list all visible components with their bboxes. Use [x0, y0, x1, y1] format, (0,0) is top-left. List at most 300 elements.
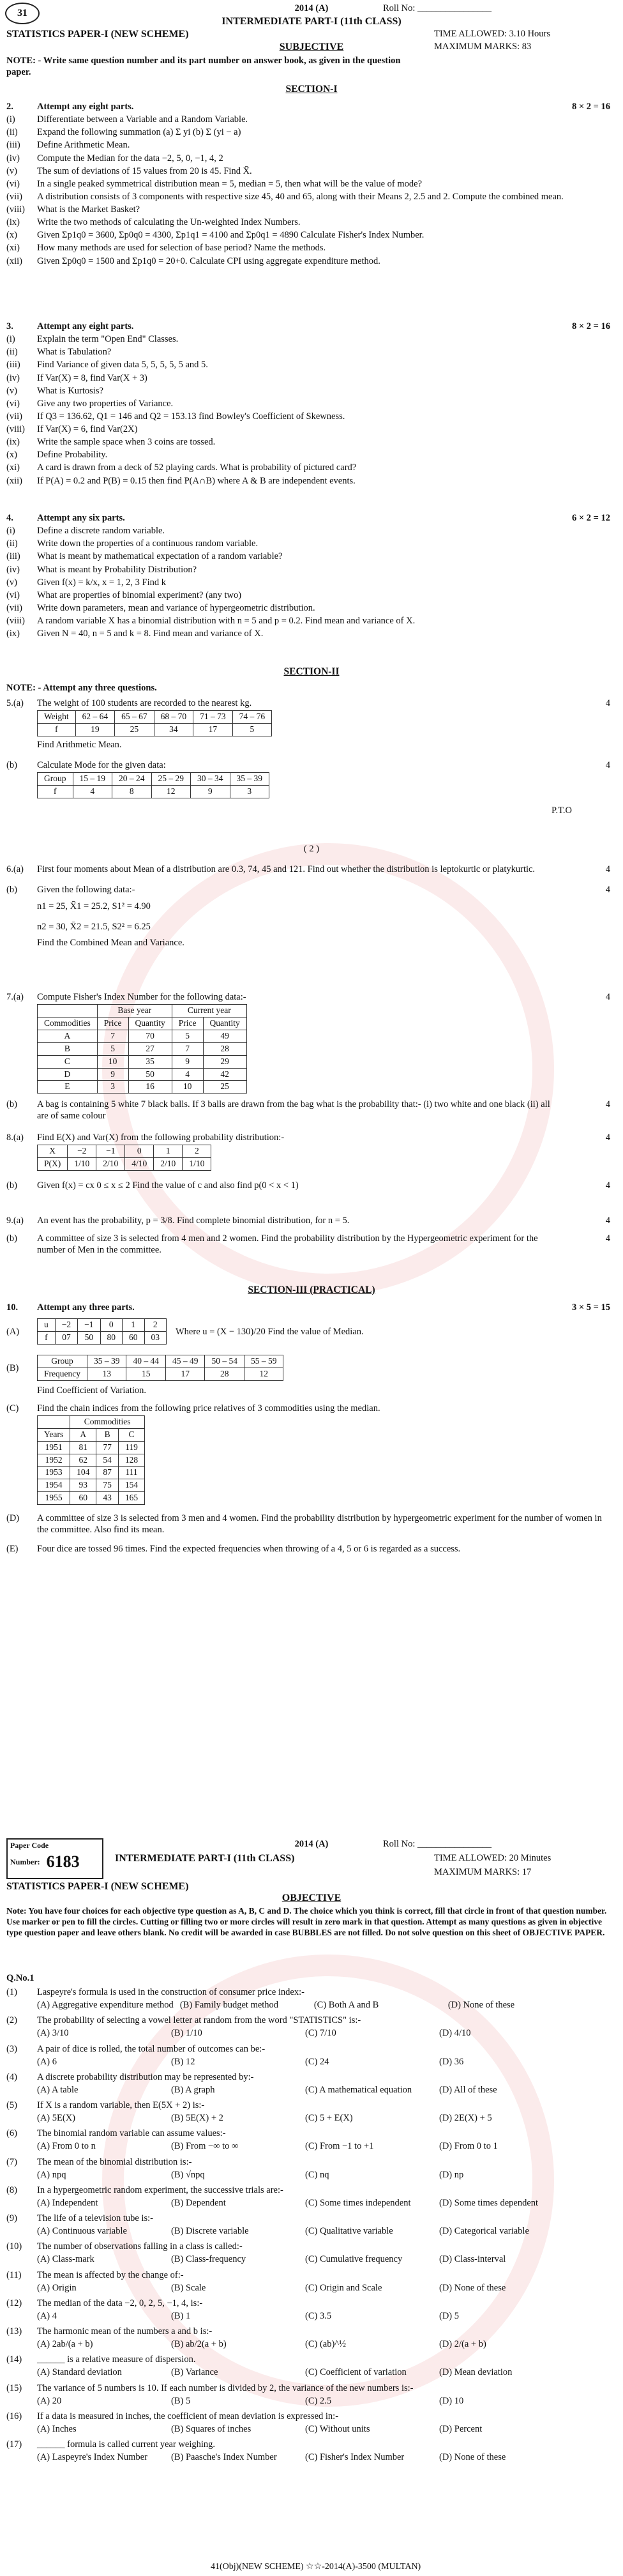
table-header-cell: 55 – 59 [244, 1355, 283, 1368]
mcq-option: (A) 6 [37, 2056, 57, 2067]
q6b-marks: 4 [605, 885, 610, 896]
q-number: (E) [6, 1544, 19, 1555]
table-header-cell: B [96, 1428, 119, 1441]
table-cell: 16 [128, 1081, 172, 1094]
table-cell: 25 [115, 724, 154, 736]
subject-line: STATISTICS PAPER-I (NEW SCHEME) [6, 29, 189, 40]
q7a-text: Compute Fisher's Index Number for the following data:- [37, 992, 246, 1002]
q6a-marks: 4 [605, 864, 610, 874]
mcq-text: ______ formula is called current year weighing. [37, 2439, 216, 2450]
q3-part [6, 436, 610, 448]
table-header-cell: 50 – 54 [205, 1355, 244, 1368]
part-text: What is meant by mathematical expectation of a random variable? [37, 551, 283, 562]
table-row [38, 1467, 145, 1479]
q-number: (A) [6, 1327, 20, 1338]
obj-roll-no: Roll No: ________________ [383, 1839, 492, 1849]
mcq-number: (8) [6, 2184, 17, 2195]
part-text: What is the Market Basket? [37, 204, 140, 215]
mcq-option: (D) 4/10 [439, 2028, 471, 2039]
q5b-table [37, 772, 269, 798]
q10a-text: Where u = (X − 130)/20 Find the value of Median. [176, 1327, 364, 1338]
part-text: If Var(X) = 8, find Var(X + 3) [37, 372, 147, 383]
mcq-text: ______ is a relative measure of dispersion. [37, 2354, 196, 2365]
q3-part [6, 449, 610, 461]
mcq-text: The life of a television tube is:- [37, 2213, 154, 2223]
obj-subject: STATISTICS PAPER-I (NEW SCHEME) [6, 1881, 189, 1892]
obj-title: INTERMEDIATE PART-I (11th CLASS) [115, 1853, 295, 1864]
q6b-data-2: n2 = 30, X̄2 = 21.5, S2² = 6.25 [37, 922, 151, 933]
mcq-option: (A) Class-mark [37, 2254, 94, 2265]
mcq-option: (A) Inches [37, 2423, 77, 2434]
table-row [38, 1068, 247, 1081]
part-text: Write the sample space when 3 coins are tossed. [37, 437, 216, 448]
table-cell: 12 [151, 786, 191, 798]
q3-part [6, 423, 610, 435]
q-number: 7.(a) [6, 992, 24, 1002]
mcq-option: (D) None of these [447, 2000, 515, 2011]
part-label: (v) [6, 577, 17, 588]
table-cell: D [38, 1068, 98, 1081]
table-cell: E [38, 1081, 98, 1094]
mcq-option: (B) 5E(X) + 2 [171, 2113, 223, 2124]
mcq-number: (12) [6, 2298, 22, 2308]
mcq-item [6, 2043, 610, 2068]
part-text: Define Arithmetic Mean. [37, 140, 130, 151]
table-cell: 10 [97, 1055, 128, 1068]
q4-part [6, 590, 610, 601]
q2-part [6, 191, 610, 202]
mcq-number: (13) [6, 2326, 22, 2336]
q2-part [6, 204, 610, 215]
part-label: (ix) [6, 629, 20, 639]
mcq-options [6, 2253, 610, 2265]
part-text: Given N = 40, n = 5 and k = 8. Find mean and variance of X. [37, 629, 264, 639]
q4-part [6, 551, 610, 562]
part-text: Write down the properties of a continuous random variable. [37, 538, 259, 549]
mcq-question [6, 2382, 610, 2394]
part-label: (xi) [6, 243, 20, 254]
table-header-cell: 71 – 73 [193, 711, 233, 724]
part-text: Compute the Median for the data −2, 5, 0, −1, 4, 2 [37, 153, 223, 164]
table-header-row [38, 1355, 283, 1368]
table-cell: 15 [126, 1368, 166, 1380]
table-header-cell: 25 – 29 [151, 773, 191, 786]
table-cell: 49 [203, 1030, 246, 1042]
part-label: (iv) [6, 372, 20, 383]
obj-note: Note: You have four choices for each objective type question as A, B, C and D. The choice which you think is correct, fill that circle in front of that question number. Use marker or pen to fill the circles. Cutting or filling two or more circles will result in zero mark in that question. Attempt as many questions as given in objective type question paper and leave others blank. No credit will be awarded in case BUBBLES are not filled. Do not solve question on this sheet of OBJECTIVE PAPER. [6, 1906, 607, 1937]
mcq-question [6, 2100, 610, 2111]
mcq-question [6, 2015, 610, 2026]
q2-part [6, 153, 610, 164]
table-row [38, 1479, 145, 1492]
table-cell: 87 [96, 1467, 119, 1479]
table-cell: 60 [70, 1492, 96, 1505]
table-cell: 34 [154, 724, 193, 736]
q3-part [6, 398, 610, 409]
table-cell: 13 [87, 1368, 126, 1380]
mcq-question [6, 1986, 610, 1998]
mcq-question [6, 2213, 610, 2224]
max-marks: MAXIMUM MARKS: 83 [434, 42, 532, 52]
part-label: (vi) [6, 590, 20, 600]
mcq-option: (A) 2ab/(a + b) [37, 2339, 93, 2350]
mcq-option: (C) Coefficient of variation [305, 2367, 407, 2378]
table-cell: 29 [203, 1055, 246, 1068]
part-label: (xi) [6, 462, 20, 473]
q-number: 4. [6, 513, 13, 523]
table-row [38, 1368, 283, 1380]
q9a-text: An event has the probability, p = 3/8. Find complete binomial distribution, for n = 5. [37, 1216, 350, 1226]
q2-part [6, 229, 610, 241]
mcq-item [6, 2411, 610, 2435]
mcq-option: (D) 10 [439, 2395, 464, 2406]
table-cell: 1/10 [183, 1158, 211, 1171]
question-3 [6, 319, 610, 488]
q4-part [6, 577, 610, 588]
q10c-text: Find the chain indices from the following price relatives of 3 commodities using the median. [37, 1403, 380, 1414]
part-text: Give any two properties of Variance. [37, 398, 174, 409]
q-number: (b) [6, 760, 17, 770]
table-header-cell: −2 [55, 1319, 77, 1332]
q9b-marks: 4 [605, 1233, 610, 1244]
table-cell: 77 [96, 1441, 119, 1454]
table-cell: 1955 [38, 1492, 70, 1505]
table-header-cell: 0 [100, 1319, 123, 1332]
table-row [38, 786, 269, 798]
mcq-number: (2) [6, 2015, 17, 2026]
q5a-table [37, 710, 272, 736]
part-label: (vii) [6, 191, 22, 202]
table-header-cell: 1 [154, 1145, 183, 1158]
paper-code-number: 6183 [46, 1852, 80, 1871]
pto-mark: P.T.O [552, 805, 572, 816]
mcq-options [6, 1999, 610, 2011]
q4-marks: 6 × 2 = 12 [571, 513, 610, 523]
mcq-item [6, 2382, 610, 2407]
table-header-cell: 45 – 49 [165, 1355, 205, 1368]
q2-heading: Attempt any eight parts. [37, 102, 134, 112]
mcq-option: (A) Laspeyre's Index Number [37, 2452, 147, 2463]
q3-part [6, 462, 610, 473]
mcq-item [6, 2156, 610, 2181]
mcq-item [6, 2184, 610, 2209]
q4-part [6, 615, 610, 627]
section-2-title: SECTION-II [283, 666, 340, 677]
part-text: Differentiate between a Variable and a Random Variable. [37, 114, 248, 125]
mcq-item [6, 2269, 610, 2294]
q2-part [6, 178, 610, 190]
q10e-text: Four dice are tossed 96 times. Find the expected frequencies when throwing of a 4, 5 or 6 is regarded as a success. [37, 1544, 461, 1555]
mcq-option: (A) From 0 to n [37, 2141, 96, 2152]
part-label: (i) [6, 114, 15, 125]
mcq-option: (C) Cumulative frequency [305, 2254, 403, 2265]
q4-part [6, 628, 610, 639]
section-2-note: NOTE: - Attempt any three questions. [6, 683, 157, 693]
mcq-option: (B) A graph [171, 2084, 215, 2095]
q3-part [6, 411, 610, 422]
q-number: (B) [6, 1363, 19, 1374]
table-header-cell: 65 – 67 [115, 711, 154, 724]
table-group-cell: Current year [172, 1005, 246, 1017]
table-header-cell: Weight [38, 711, 76, 724]
mcq-option: (D) None of these [439, 2452, 506, 2463]
q5a-tail: Find Arithmetic Mean. [37, 739, 122, 750]
mcq-option: (A) Standard deviation [37, 2367, 122, 2378]
table-group-cell: Base year [97, 1005, 172, 1017]
mcq-option: (B) 1 [171, 2310, 191, 2321]
mcq-option: (D) None of these [439, 2282, 506, 2293]
q-number: 8.(a) [6, 1132, 24, 1143]
q6b-tail: Find the Combined Mean and Variance. [37, 937, 184, 948]
mcq-item [6, 2326, 610, 2350]
q10-marks: 3 × 5 = 15 [571, 1302, 610, 1313]
q8b-marks: 4 [605, 1180, 610, 1191]
table-header-cell: Price [172, 1017, 203, 1030]
q3-heading: Attempt any eight parts. [37, 321, 134, 332]
mcq-item [6, 2128, 610, 2152]
part-text: The sum of deviations of 15 values from 20 is 45. Find X̄. [37, 165, 252, 176]
question-10 [6, 1300, 610, 1556]
q10-heading: Attempt any three parts. [37, 1302, 135, 1313]
mcq-number: (16) [6, 2411, 22, 2421]
obj-year: 2014 (A) [294, 1839, 329, 1849]
table-header-cell: 62 – 64 [75, 711, 115, 724]
part-text: What is meant by Probability Distribution? [37, 564, 197, 575]
table-header-cell: −1 [78, 1319, 100, 1332]
table-header-cell: Years [38, 1428, 70, 1441]
table-cell: 10 [172, 1081, 203, 1094]
q4-part [6, 525, 610, 537]
part-label: (v) [6, 385, 17, 396]
q5b-text: Calculate Mode for the given data: [37, 760, 166, 770]
part-label: (xii) [6, 255, 22, 266]
mcq-option: (B) Paasche's Index Number [171, 2452, 277, 2463]
exam-year: 2014 (A) [294, 3, 329, 13]
mcq-option: (A) Continuous variable [37, 2226, 127, 2237]
table-cell: 27 [128, 1042, 172, 1055]
mcq-option: (A) 3/10 [37, 2028, 69, 2039]
table-cell: f [38, 786, 73, 798]
paper-code-label: Paper Code [10, 1841, 49, 1850]
q-number: (b) [6, 1180, 17, 1191]
table-cell: 60 [123, 1332, 145, 1345]
mcq-text: The probability of selecting a vowel letter at random from the word "STATISTICS" is:- [37, 2015, 361, 2026]
part-label: (ix) [6, 437, 20, 448]
table-cell: 5 [97, 1042, 128, 1055]
part-label: (vi) [6, 178, 20, 189]
mcq-text: The harmonic mean of the numbers a and b is:- [37, 2326, 213, 2336]
table-header-cell: Group [38, 773, 73, 786]
q10c-table [37, 1415, 145, 1505]
mcq-options [6, 2451, 610, 2463]
mcq-text: The mean is affected by the change of:- [37, 2269, 184, 2280]
q6a-text: First four moments about Mean of a distribution are 0.3, 74, 45 and 121. Find out whether the distribution is leptokurtic or platykurtic. [37, 864, 536, 874]
part-text: Given Σp0q0 = 1500 and Σp1q0 = 20+0. Calculate CPI using aggregate expenditure method. [37, 255, 380, 266]
table-cell: 43 [96, 1492, 119, 1505]
mcq-options [6, 2140, 610, 2152]
table-header-cell: Price [97, 1017, 128, 1030]
table-header-cell: 0 [125, 1145, 154, 1158]
mcq-option: (D) 2E(X) + 5 [439, 2113, 492, 2124]
part-label: (vii) [6, 602, 22, 613]
page-2-mark: ( 2 ) [303, 844, 320, 854]
instructions-note: NOTE: - Write same question number and its part number on answer book, as given in the question paper. [6, 56, 401, 78]
table-header-cell: 35 – 39 [87, 1355, 126, 1368]
table-cell: 50 [128, 1068, 172, 1081]
part-text: Given Σp1q0 = 3600, Σp0q0 = 4300, Σp1q1 = 4100 and Σp0q1 = 4890 Calculate Fisher's Index Number. [37, 230, 424, 241]
mcq-options [6, 2395, 610, 2407]
table-row [38, 1332, 167, 1345]
part-label: (iii) [6, 551, 20, 562]
q4-heading: Attempt any six parts. [37, 513, 125, 523]
table-header-cell: 40 – 44 [126, 1355, 166, 1368]
q8a-table [37, 1145, 211, 1171]
q3-part [6, 475, 610, 487]
mcq-number: (14) [6, 2354, 22, 2365]
mcq-option: (C) Qualitative variable [305, 2226, 393, 2237]
mcq-question [6, 2241, 610, 2252]
q-number: (C) [6, 1403, 19, 1414]
table-cell: 50 [78, 1332, 100, 1345]
q10b-table [37, 1355, 283, 1381]
mcq-option: (C) From −1 to +1 [305, 2141, 374, 2152]
part-text: Given f(x) = k/x, x = 1, 2, 3 Find k [37, 577, 167, 588]
q10d-text: A committee of size 3 is selected from 3 men and 4 women. Find the probability distribution by hypergeometric experiment for the number of women in the committee. Also find its mean. [37, 1513, 602, 1536]
table-header-cell: X [38, 1145, 68, 1158]
mcq-option: (A) Origin [37, 2282, 77, 2293]
mcq-options [6, 2366, 610, 2378]
mcq-question [6, 2184, 610, 2196]
mcq-options [6, 2197, 610, 2209]
part-label: (vii) [6, 411, 22, 422]
q2-part [6, 139, 610, 151]
q-number: (b) [6, 885, 17, 896]
table-cell: 8 [112, 786, 152, 798]
mcq-option: (B) 5 [171, 2395, 191, 2406]
table-header-row [38, 1428, 145, 1441]
obj-marks: MAXIMUM MARKS: 17 [434, 1867, 532, 1877]
mcq-number: (15) [6, 2382, 22, 2393]
mcq-option: (D) 5 [439, 2310, 460, 2321]
mcq-option: (C) nq [305, 2169, 329, 2180]
part-text: In a single peaked symmetrical distribution mean = 5, median = 5, then what will be the value of mode? [37, 178, 423, 189]
table-header-row [38, 1017, 247, 1030]
mcq-option: (B) 1/10 [171, 2028, 202, 2039]
q3-part [6, 359, 610, 370]
q2-parts [6, 114, 610, 267]
table-cell: 3 [230, 786, 269, 798]
q-number: 3. [6, 321, 13, 332]
q5a-marks: 4 [605, 698, 610, 708]
q3-part [6, 346, 610, 358]
part-label: (ii) [6, 538, 18, 549]
part-text: What are properties of binomial experiment? (any two) [37, 590, 242, 600]
table-cell: f [38, 724, 76, 736]
table-cell: P(X) [38, 1158, 68, 1171]
table-cell: 28 [203, 1042, 246, 1055]
table-header-cell: −1 [96, 1145, 125, 1158]
table-cell: C [38, 1055, 98, 1068]
part-label: (i) [6, 526, 15, 537]
table-header-cell: 20 – 24 [112, 773, 152, 786]
mcq-item [6, 2439, 610, 2463]
footer-code: 41(Obj)(NEW SCHEME) ☆☆-2014(A)-3500 (MULTAN) [211, 2562, 421, 2572]
mcq-option: (B) From −∞ to ∞ [171, 2141, 239, 2152]
table-cell: 7 [172, 1042, 203, 1055]
obj-part-title: OBJECTIVE [281, 1893, 342, 1903]
q3-part [6, 385, 610, 397]
table-cell: 9 [191, 786, 230, 798]
mcq-option: (C) Origin and Scale [305, 2282, 382, 2293]
q4-part [6, 564, 610, 575]
q2-part [6, 242, 610, 254]
table-cell: 19 [75, 724, 115, 736]
part-label: (viii) [6, 204, 25, 215]
table-header-cell: u [38, 1319, 56, 1332]
table-cell: 75 [96, 1479, 119, 1492]
table-header-cell: −2 [68, 1145, 96, 1158]
mcq-list [6, 1985, 610, 2467]
q2-part [6, 165, 610, 177]
table-cell: 70 [128, 1030, 172, 1042]
mcq-option: (C) 2.5 [305, 2395, 332, 2406]
mcq-item [6, 2071, 610, 2096]
mcq-text: A pair of dice is rolled, the total number of outcomes can be:- [37, 2043, 266, 2054]
mcq-options [6, 2225, 610, 2237]
table-cell: B [38, 1042, 98, 1055]
table-group-row [38, 1415, 145, 1428]
mcq-option: (D) Class-interval [439, 2254, 506, 2265]
table-header-row [38, 1145, 211, 1158]
table-cell: 12 [244, 1368, 283, 1380]
mcq-option: (D) 36 [439, 2056, 464, 2067]
q6b-data-1: n1 = 25, X̄1 = 25.2, S1² = 4.90 [37, 901, 151, 912]
mcq-question [6, 2439, 610, 2450]
mcq-option: (B) 12 [171, 2056, 195, 2067]
mcq-option: (C) Both A and B [313, 2000, 379, 2011]
mcq-option: (C) 5 + E(X) [305, 2113, 353, 2124]
table-cell: 119 [118, 1441, 144, 1454]
part-text: What is Kurtosis? [37, 385, 103, 396]
mcq-question [6, 2354, 610, 2365]
table-row [38, 1030, 247, 1042]
table-cell: 93 [70, 1479, 96, 1492]
q-number: 2. [6, 102, 13, 112]
question-7 [6, 990, 610, 1124]
part-label: (ii) [6, 127, 18, 138]
part-label: (iv) [6, 153, 20, 164]
table-row [38, 724, 272, 736]
mcq-text: Laspeyre's formula is used in the construction of consumer price index:- [37, 1987, 304, 1997]
mcq-option: (B) Dependent [171, 2197, 226, 2208]
table-cell: 2/10 [96, 1158, 125, 1171]
table-cell: 07 [55, 1332, 77, 1345]
part-text: If Var(X) = 6, find Var(2X) [37, 424, 138, 434]
mcq-option: (D) np [439, 2169, 464, 2180]
part-label: (xii) [6, 475, 22, 486]
table-cell: 5 [232, 724, 272, 736]
q2-part [6, 114, 610, 125]
mcq-number: (5) [6, 2100, 17, 2110]
mcq-option: (D) From 0 to 1 [439, 2141, 498, 2152]
part-text: If P(A) = 0.2 and P(B) = 0.15 then find P(A∩B) where A & B are independent events. [37, 475, 356, 486]
number-label: Number: [10, 1857, 40, 1866]
q4-part [6, 602, 610, 614]
mcq-option: (B) ab/2(a + b) [171, 2339, 227, 2350]
mcq-item [6, 2354, 610, 2378]
mcq-option: (A) Aggregative expenditure method [37, 2000, 174, 2011]
table-cell: 4 [73, 786, 112, 798]
